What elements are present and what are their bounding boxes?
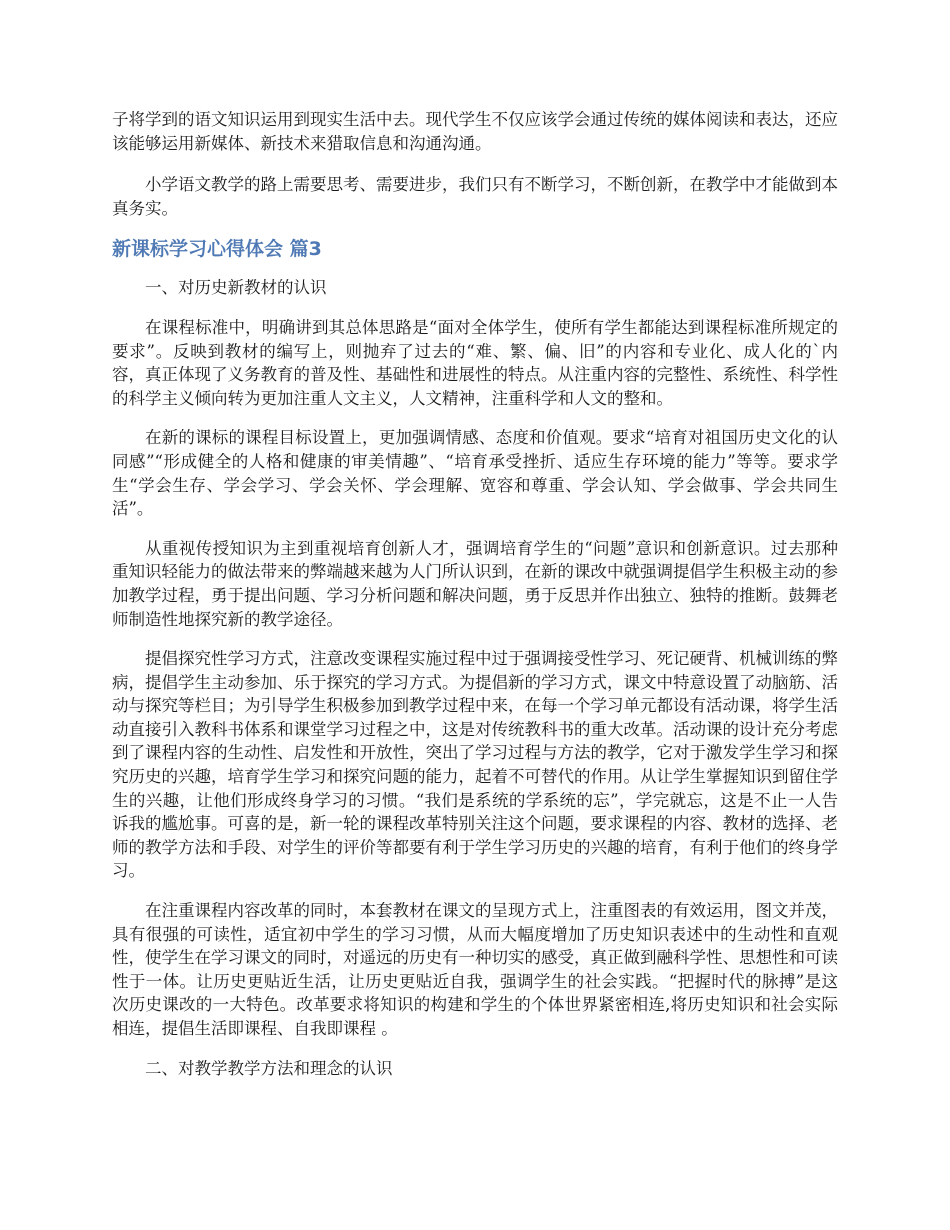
paragraph-curriculum-goals: 在新的课标的课程目标设置上，更加强调情感、态度和价值观。要求“培育对祖国历史文化的认同感”“形成健全的人格和健康的审美情趣”、“培育承受挫折、适应生存环境的能力”等等。要求学生“学会生存、学会学习、学会关怀、学会理解、宽容和尊重、学会认知、学会做事、学会共同生活”。 bbox=[112, 428, 838, 519]
document-page bbox=[112, 108, 838, 1096]
paragraph-inquiry-learning: 提倡探究性学习方式，注意改变课程实施过程中过于强调接受性学习、死记硬背、机械训练的弊病，提倡学生主动参加、乐于探究的学习方式。为提倡新的学习方式，课文中特意设置了动脑筋、活动与探究等栏目；为引导学生积极参加到教学过程中来，在每一个学习单元都设有活动课，将学生活动直接引入教科书体系和课堂学习过程之中，这是对传统教科书的重大改革。活动课的设计充分考虑到了课程内容的生动性、启发性和开放性，突出了学习过程与方法的教学，它对于激发学生学习和探究历史的兴趣，培育学生学习和探究问题的能力，起着不可替代的作用。从让学生掌握知识到留住学生的兴趣，让他们形成终身学习的习惯。“我们是系统的学系统的忘”，学完就忘，这是不止一人告诉我的尴尬事。可喜的是，新一轮的课程改革特别关注这个问题，要求课程的内容、教材的选择、老师的教学方法和手段、对学生的评价等都要有利于学生学习历史的兴趣的培育，有利于他们的终身学习。 bbox=[112, 649, 838, 881]
paragraph-curriculum-standard: 在课程标准中，明确讲到其总体思路是“面对全体学生，使所有学生都能达到课程标准所规定的要求”。反映到教材的编写上，则抛弃了过去的“难、繁、偏、旧”的内容和专业化、成人化的`内容，真正体现了义务教育的普及性、基础性和进展性的特点。从注重内容的完整性、系统性、科学性的科学主义倾向转为更加注重人文主义，人文精神，注重科学和人文的整和。 bbox=[112, 317, 838, 408]
paragraph-presentation: 在注重课程内容改革的同时，本套教材在课文的呈现方式上，注重图表的有效运用，图文并茂，具有很强的可读性，适宜初中学生的学习习惯，从而大幅度增加了历史知识表述中的生动性和直观性，使学生在学习课文的同时，对遥远的历史有一种切实的感受，真正做到融科学性、思想性和可读性于一体。让历史更贴近生活，让历史更贴近自我，强调学生的社会实践。“把握时代的脉搏”是这次历史课改的一大特色。改革要求将知识的构建和学生的个体世界紧密相连,将历史知识和社会实际相连，提倡生活即课程、自我即课程 。 bbox=[112, 901, 838, 1038]
subsection-title-1: 一、对历史新教材的认识 bbox=[145, 278, 327, 298]
paragraph-conclusion: 小学语文教学的路上需要思考、需要进步，我们只有不断学习，不断创新，在教学中才能做到本真务实。 bbox=[112, 175, 838, 218]
subsection-title-2: 二、对教学教学方法和理念的认识 bbox=[145, 1058, 393, 1078]
section-heading: 新课标学习心得体会 篇3 bbox=[112, 238, 322, 261]
paragraph-innovation: 从重视传授知识为主到重视培育创新人才，强调培育学生的“问题”意识和创新意识。过去那种重知识轻能力的做法带来的弊端越来越为人门所认识到，在新的课改中就强调提倡学生积极主动的参加教学过程，勇于提出问题、学习分析问题和解决问题，勇于反思并作出独立、独特的推断。鼓舞老师制造性地探究新的教学途径。 bbox=[112, 538, 838, 629]
paragraph-continued: 子将学到的语文知识运用到现实生活中去。现代学生不仅应该学会通过传统的媒体阅读和表达，还应该能够运用新媒体、新技术来猎取信息和沟通沟通。 bbox=[112, 110, 838, 153]
